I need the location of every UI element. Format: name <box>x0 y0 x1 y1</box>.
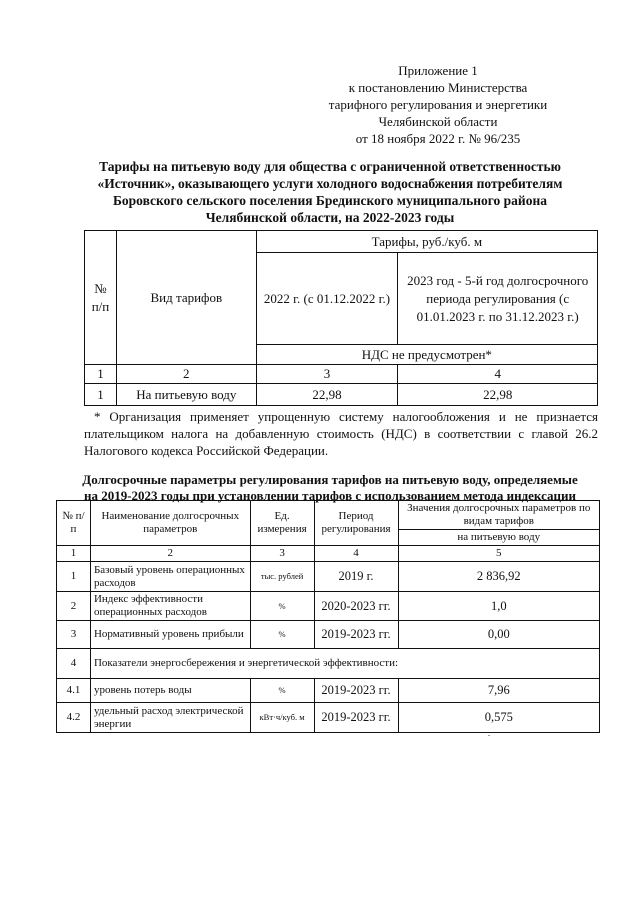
row-name: уровень потерь воды <box>90 679 250 703</box>
row-num: 1 <box>57 562 91 592</box>
row-value: 0,00 <box>398 621 600 649</box>
row-unit: % <box>250 592 314 621</box>
header-type: Вид тарифов <box>116 231 256 365</box>
row-unit: тыс. рублей <box>250 562 314 592</box>
row-value-2022: 22,98 <box>256 384 398 406</box>
row-value-2023: 22,98 <box>398 384 598 406</box>
row-value: 2 836,92 <box>398 562 600 592</box>
header-name: Наименование долгосрочных параметров <box>90 501 250 546</box>
row-period: 2019-2023 гг. <box>314 703 398 733</box>
title-line: Боровского сельского поселения Брединского муниципального района <box>113 193 547 208</box>
row-num: 4.1 <box>57 679 91 703</box>
row-period: 2020-2023 гг. <box>314 592 398 621</box>
header-period: Период регулирования <box>314 501 398 546</box>
header-2023: 2023 год - 5-й год долгосрочного периода регулирования (с 01.01.2023 г. по 31.12.2023 г.) <box>398 253 598 345</box>
index-cell: 1 <box>57 546 91 562</box>
appendix-line: от 18 ноября 2022 г. № 96/235 <box>355 131 521 146</box>
table-row <box>57 649 600 679</box>
header-num: № п/п <box>85 231 117 365</box>
index-cell: 4 <box>314 546 398 562</box>
appendix-block <box>298 62 578 147</box>
table-row <box>57 679 600 703</box>
row-num: 4 <box>57 649 91 679</box>
title-line: на 2019-2023 годы при установлении тарифов с использованием метода индексации <box>83 488 577 503</box>
row-period: 2019 г. <box>314 562 398 592</box>
row-value: 7,96 <box>398 679 600 703</box>
appendix-line: тарифного регулирования и энергетики <box>328 97 548 112</box>
header-unit: Ед. измерения <box>250 501 314 546</box>
header-tariffs: Тарифы, руб./куб. м <box>256 231 597 253</box>
row-value: 1,0 <box>398 592 600 621</box>
index-cell: 3 <box>256 365 398 384</box>
title-line: Тарифы на питьевую воду для общества с ограниченной ответственностью <box>99 159 561 174</box>
row-type: На питьевую воду <box>116 384 256 406</box>
row-unit: % <box>250 679 314 703</box>
title-line: «Источник», оказывающего услуги холодного водоснабжения потребителям <box>97 176 563 191</box>
row-unit: кВт·ч/куб. м <box>250 703 314 733</box>
index-cell: 1 <box>85 365 117 384</box>
index-cell: 3 <box>250 546 314 562</box>
row-name: Нормативный уровень прибыли <box>90 621 250 649</box>
title-line: Долгосрочные параметры регулирования тарифов на питьевую воду, определяемые <box>82 472 578 487</box>
row-unit: % <box>250 621 314 649</box>
row-num: 2 <box>57 592 91 621</box>
row-name: Индекс эффективности операционных расходов <box>90 592 250 621</box>
row-name: Базовый уровень операционных расходов <box>90 562 250 592</box>
header-num: № п/п <box>57 501 91 546</box>
index-cell: 5 <box>398 546 600 562</box>
vat-note: НДС не предусмотрен* <box>256 345 597 365</box>
row-period: 2019-2023 гг. <box>314 679 398 703</box>
document-title <box>80 158 580 226</box>
table-row <box>85 384 598 406</box>
row-period: 2019-2023 гг. <box>314 621 398 649</box>
row-name: удельный расход электрической энергии <box>90 703 250 733</box>
table-row <box>57 592 600 621</box>
header-water: на питьевую воду <box>398 530 600 546</box>
index-cell: 2 <box>90 546 250 562</box>
index-cell: 4 <box>398 365 598 384</box>
table-row <box>57 562 600 592</box>
parameters-table <box>56 500 600 733</box>
appendix-line: Челябинской области <box>378 114 498 129</box>
table-row <box>57 621 600 649</box>
scan-dot <box>488 735 490 736</box>
row-value: 0,575 <box>398 703 600 733</box>
header-values: Значения долгосрочных параметров по видам тарифов <box>398 501 600 530</box>
appendix-line: Приложение 1 <box>398 63 478 78</box>
appendix-line: к постановлению Министерства <box>348 80 528 95</box>
table-row <box>57 703 600 733</box>
footnote: * Организация применяет упрощенную систему налогообложения и не признается плательщиком налога на добавленную стоимость (НДС) в соответствии с главой 26.2 Налогового кодекса Российской Федерации. <box>84 409 598 458</box>
section-heading: Показатели энергосбережения и энергетической эффективности: <box>90 649 599 679</box>
index-cell: 2 <box>116 365 256 384</box>
row-num: 4.2 <box>57 703 91 733</box>
row-num: 1 <box>85 384 117 406</box>
row-num: 3 <box>57 621 91 649</box>
title-line: Челябинской области, на 2022-2023 годы <box>205 210 455 225</box>
header-2022: 2022 г. (с 01.12.2022 г.) <box>256 253 398 345</box>
tariff-table <box>84 230 598 406</box>
